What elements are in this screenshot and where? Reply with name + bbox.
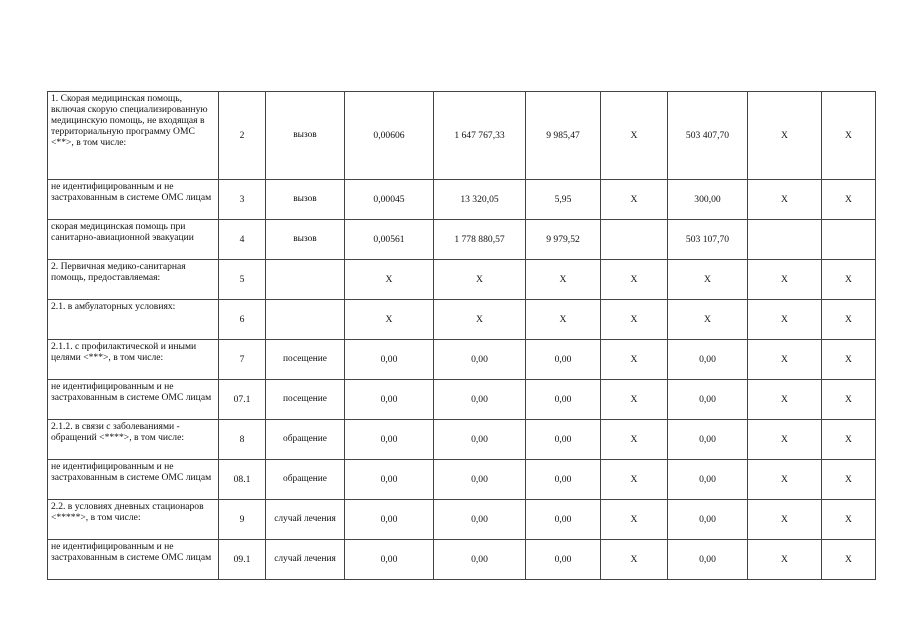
share-cell: X [822, 500, 876, 540]
table-row [48, 420, 876, 460]
share-cell: X [822, 340, 876, 380]
per-capita-cell: 0,00 [526, 540, 601, 580]
per-capita-cell: X [526, 260, 601, 300]
per-capita-cell: 0,00 [526, 500, 601, 540]
share-cell: X [822, 300, 876, 340]
line-number-cell: 7 [219, 340, 266, 380]
cost-norm-cell: 0,00 [434, 540, 526, 580]
per-capita-cell: 0,00 [526, 380, 601, 420]
oms-per-capita-cell: X [601, 340, 668, 380]
total-cost-cell: X [668, 300, 748, 340]
unit-cell: случай лечения [266, 540, 345, 580]
oms-total-cell [748, 220, 822, 260]
row-name-cell: не идентифицированным и не застрахованным в системе ОМС лицам [48, 180, 219, 220]
oms-per-capita-cell [601, 220, 668, 260]
table-row [48, 540, 876, 580]
per-capita-cell: 9 979,52 [526, 220, 601, 260]
oms-per-capita-cell: X [601, 92, 668, 180]
unit-cell: обращение [266, 420, 345, 460]
line-number-cell: 07.1 [219, 380, 266, 420]
normative-cell: 0,00045 [345, 180, 434, 220]
cost-norm-cell: 0,00 [434, 460, 526, 500]
total-cost-cell: 0,00 [668, 500, 748, 540]
line-number-cell: 9 [219, 500, 266, 540]
per-capita-cell: 0,00 [526, 420, 601, 460]
per-capita-cell: 0,00 [526, 460, 601, 500]
line-number-cell: 6 [219, 300, 266, 340]
line-number-cell: 4 [219, 220, 266, 260]
cost-norm-cell: 1 647 767,33 [434, 92, 526, 180]
cost-norm-cell: X [434, 260, 526, 300]
normative-cell: 0,00 [345, 500, 434, 540]
share-cell: X [822, 420, 876, 460]
oms-per-capita-cell: X [601, 300, 668, 340]
line-number-cell: 3 [219, 180, 266, 220]
row-name-cell: скорая медицинская помощь при санитарно-авиационной эвакуации [48, 220, 219, 260]
normative-cell: 0,00 [345, 340, 434, 380]
unit-cell [266, 260, 345, 300]
table-row [48, 180, 876, 220]
unit-cell: посещение [266, 380, 345, 420]
cost-norm-cell: 0,00 [434, 340, 526, 380]
table-row [48, 380, 876, 420]
oms-per-capita-cell: X [601, 460, 668, 500]
share-cell: X [822, 540, 876, 580]
total-cost-cell: 0,00 [668, 420, 748, 460]
oms-per-capita-cell: X [601, 540, 668, 580]
oms-per-capita-cell: X [601, 420, 668, 460]
oms-total-cell: X [748, 260, 822, 300]
per-capita-cell: 0,00 [526, 340, 601, 380]
unit-cell: вызов [266, 92, 345, 180]
normative-cell: X [345, 300, 434, 340]
total-cost-cell: 0,00 [668, 460, 748, 500]
table-row [48, 340, 876, 380]
oms-total-cell: X [748, 500, 822, 540]
table-row [48, 92, 876, 180]
share-cell: X [822, 260, 876, 300]
row-name-cell: 2.1.1. с профилактической и иными целями <***>, в том числе: [48, 340, 219, 380]
oms-total-cell: X [748, 420, 822, 460]
line-number-cell: 8 [219, 420, 266, 460]
cost-norm-cell: X [434, 300, 526, 340]
line-number-cell: 09.1 [219, 540, 266, 580]
line-number-cell: 2 [219, 92, 266, 180]
line-number-cell: 08.1 [219, 460, 266, 500]
total-cost-cell: 0,00 [668, 340, 748, 380]
unit-cell: вызов [266, 180, 345, 220]
row-name-cell: 1. Скорая медицинская помощь, включая скорую специализированную медицинскую помощь, не входящая в территориальную программу ОМС <**>, в том числе: [48, 92, 219, 180]
total-cost-cell: X [668, 260, 748, 300]
oms-total-cell: X [748, 92, 822, 180]
oms-total-cell: X [748, 340, 822, 380]
cost-norm-cell: 0,00 [434, 420, 526, 460]
unit-cell: обращение [266, 460, 345, 500]
normative-cell: X [345, 260, 434, 300]
table-row [48, 260, 876, 300]
normative-cell: 0,00 [345, 460, 434, 500]
total-cost-cell: 0,00 [668, 540, 748, 580]
normative-cell: 0,00 [345, 420, 434, 460]
share-cell: X [822, 460, 876, 500]
share-cell: X [822, 92, 876, 180]
per-capita-cell: X [526, 300, 601, 340]
row-name-cell: 2. Первичная медико-санитарная помощь, предоставляемая: [48, 260, 219, 300]
unit-cell: вызов [266, 220, 345, 260]
line-number-cell: 5 [219, 260, 266, 300]
per-capita-cell: 5,95 [526, 180, 601, 220]
table-body [48, 92, 876, 580]
row-name-cell: 2.1.2. в связи с заболеваниями - обращений <****>, в том числе: [48, 420, 219, 460]
normative-cell: 0,00 [345, 540, 434, 580]
table-row [48, 460, 876, 500]
row-name-cell: не идентифицированным и не застрахованным в системе ОМС лицам [48, 380, 219, 420]
oms-total-cell: X [748, 300, 822, 340]
cost-norm-cell: 1 778 880,57 [434, 220, 526, 260]
unit-cell [266, 300, 345, 340]
normative-cell: 0,00606 [345, 92, 434, 180]
oms-per-capita-cell: X [601, 380, 668, 420]
share-cell: X [822, 180, 876, 220]
oms-per-capita-cell: X [601, 500, 668, 540]
table-row [48, 220, 876, 260]
total-cost-cell: 300,00 [668, 180, 748, 220]
oms-per-capita-cell: X [601, 180, 668, 220]
unit-cell: случай лечения [266, 500, 345, 540]
table-row [48, 500, 876, 540]
total-cost-cell: 503 107,70 [668, 220, 748, 260]
normative-cell: 0,00 [345, 380, 434, 420]
row-name-cell: 2.1. в амбулаторных условиях: [48, 300, 219, 340]
unit-cell: посещение [266, 340, 345, 380]
cost-norm-cell: 0,00 [434, 380, 526, 420]
row-name-cell: не идентифицированным и не застрахованным в системе ОМС лицам [48, 540, 219, 580]
table-row [48, 300, 876, 340]
financing-table [47, 91, 876, 580]
row-name-cell: 2.2. в условиях дневных стационаров <*****>, в том числе: [48, 500, 219, 540]
oms-total-cell: X [748, 380, 822, 420]
oms-total-cell: X [748, 180, 822, 220]
cost-norm-cell: 0,00 [434, 500, 526, 540]
oms-total-cell: X [748, 540, 822, 580]
share-cell [822, 220, 876, 260]
normative-cell: 0,00561 [345, 220, 434, 260]
cost-norm-cell: 13 320,05 [434, 180, 526, 220]
share-cell: X [822, 380, 876, 420]
total-cost-cell: 0,00 [668, 380, 748, 420]
oms-per-capita-cell: X [601, 260, 668, 300]
oms-total-cell: X [748, 460, 822, 500]
per-capita-cell: 9 985,47 [526, 92, 601, 180]
row-name-cell: не идентифицированным и не застрахованным в системе ОМС лицам [48, 460, 219, 500]
total-cost-cell: 503 407,70 [668, 92, 748, 180]
